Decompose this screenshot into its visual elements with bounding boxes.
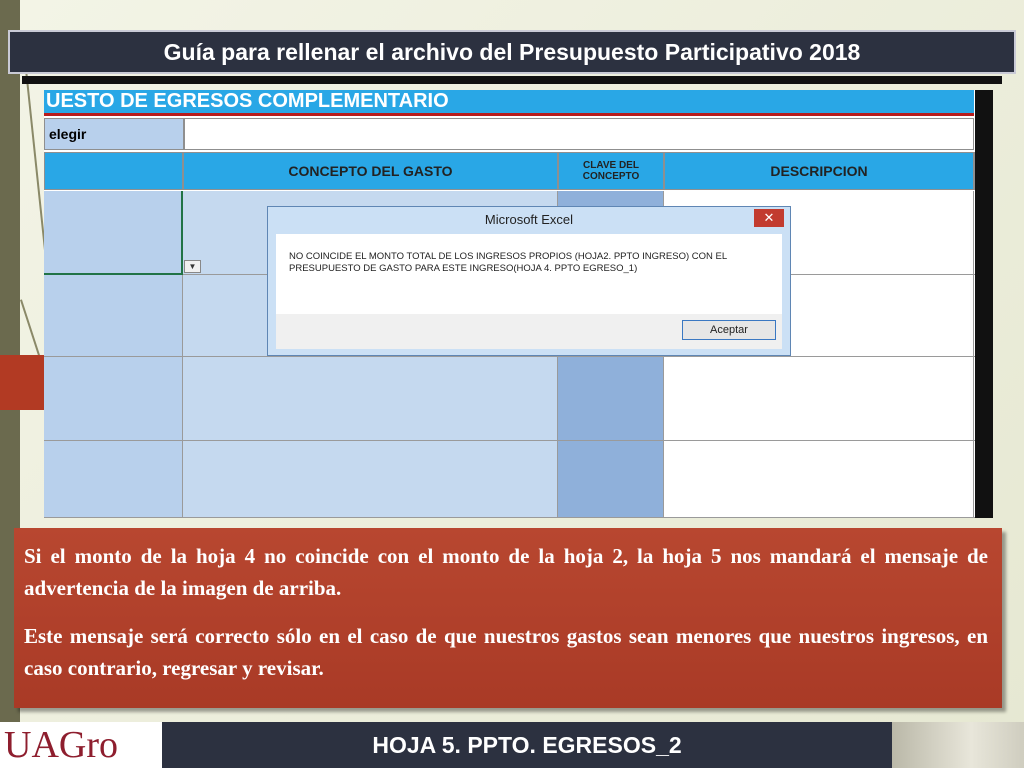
table-cell[interactable] [183, 357, 558, 441]
column-header-descripcion: DESCRIPCION [664, 152, 974, 190]
table-cell[interactable] [183, 441, 558, 518]
table-cell[interactable] [664, 441, 974, 518]
accept-button[interactable]: Aceptar [682, 320, 776, 340]
close-icon[interactable]: ✕ [754, 209, 784, 227]
active-cell-border [44, 191, 183, 275]
dropdown-arrow-icon[interactable]: ▼ [184, 260, 201, 273]
elegir-value-cell[interactable] [184, 118, 974, 150]
info-box [14, 528, 1002, 708]
sheet-right-edge [975, 90, 993, 518]
sheet-header: UESTO DE EGRESOS COMPLEMENTARIO [44, 90, 974, 116]
dialog-footer [276, 314, 782, 349]
dialog-title: Microsoft Excel [484, 212, 574, 227]
table-cell[interactable] [664, 357, 974, 441]
column-header-concepto: CONCEPTO DEL GASTO [183, 152, 558, 190]
title-shadow [22, 76, 1002, 84]
footer-right-decor [892, 722, 1024, 768]
excel-alert-dialog [267, 206, 791, 356]
elegir-label-cell: elegir [44, 118, 184, 150]
info-paragraph-2: Este mensaje será correcto sólo en el caso de que nuestros gastos sean menores que nuestros ingresos, en caso contrario, regresar y revisar. [24, 624, 988, 680]
table-cell[interactable] [558, 357, 664, 441]
dialog-message: NO COINCIDE EL MONTO TOTAL DE LOS INGRESOS PROPIOS (HOJA2. PPTO INGRESO) CON EL PRESUPUESTO DE GASTO PARA ESTE INGRESO(HOJA 4. PPTO EGRESO_1) [289, 251, 727, 274]
table-cell[interactable] [44, 441, 183, 518]
uagro-logo: UAGro [4, 724, 118, 766]
column-header-clave: CLAVE DEL CONCEPTO [558, 152, 664, 190]
column-header-blank [44, 152, 183, 190]
table-cell[interactable] [558, 441, 664, 518]
left-red-tab [0, 355, 46, 410]
table-cell[interactable] [44, 357, 183, 441]
dialog-body [276, 234, 782, 314]
table-cell[interactable] [44, 275, 183, 357]
slide-title: Guía para rellenar el archivo del Presupuesto Participativo 2018 [8, 30, 1016, 74]
info-paragraph-1: Si el monto de la hoja 4 no coincide con el monto de la hoja 2, la hoja 5 nos mandará el mensaje de advertencia de la imagen de arriba. [24, 544, 988, 600]
footer-title: HOJA 5. PPTO. EGRESOS_2 [162, 722, 892, 768]
